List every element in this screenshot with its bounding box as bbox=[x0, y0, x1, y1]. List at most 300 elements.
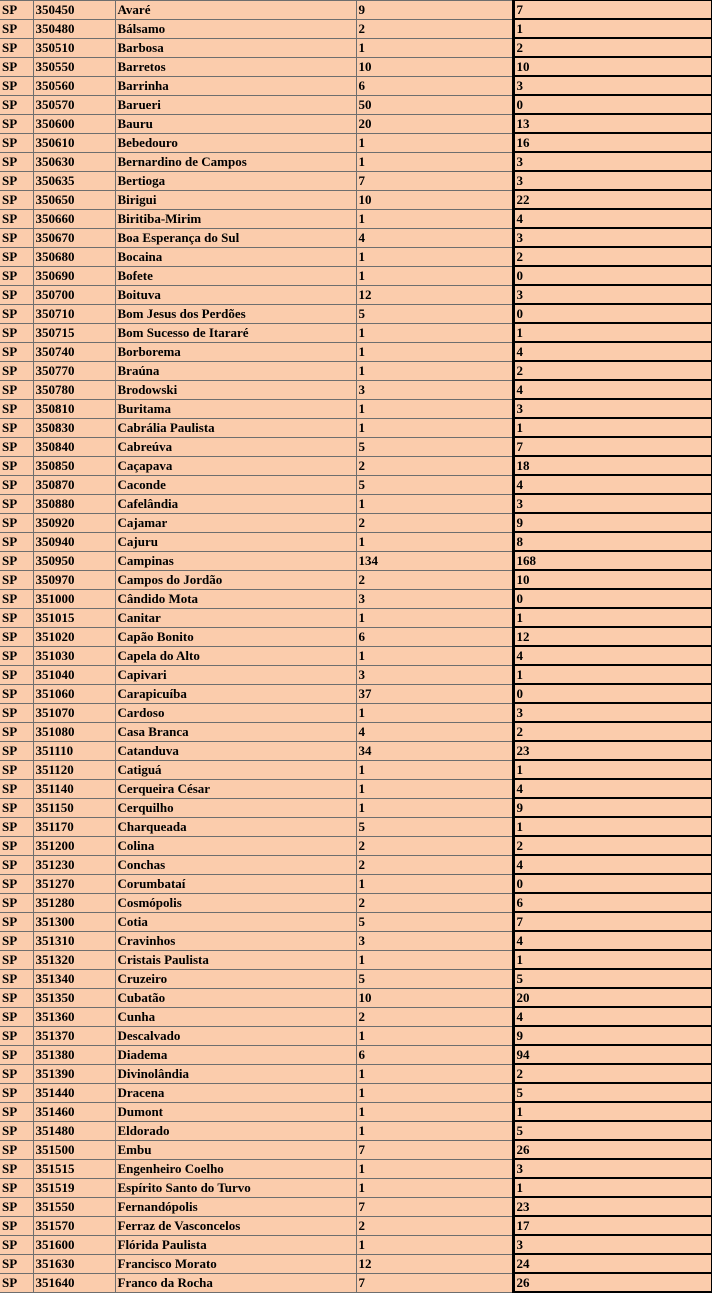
cell-v2: 4 bbox=[513, 855, 712, 874]
cell-v2: 2 bbox=[513, 361, 712, 380]
cell-municipality: Ferraz de Vasconcelos bbox=[115, 1216, 356, 1235]
cell-uf: SP bbox=[0, 722, 33, 741]
cell-municipality: Campinas bbox=[115, 551, 356, 570]
cell-code: 351170 bbox=[33, 817, 115, 836]
cell-v1: 5 bbox=[356, 817, 513, 836]
cell-uf: SP bbox=[0, 779, 33, 798]
cell-municipality: Cerquilho bbox=[115, 798, 356, 817]
cell-v1: 3 bbox=[356, 380, 513, 399]
cell-uf: SP bbox=[0, 513, 33, 532]
cell-municipality: Boa Esperança do Sul bbox=[115, 228, 356, 247]
cell-v1: 1 bbox=[356, 133, 513, 152]
cell-municipality: Buritama bbox=[115, 399, 356, 418]
cell-code: 350770 bbox=[33, 361, 115, 380]
cell-municipality: Avaré bbox=[115, 1, 356, 20]
table-row bbox=[0, 456, 712, 475]
cell-uf: SP bbox=[0, 95, 33, 114]
cell-code: 351460 bbox=[33, 1102, 115, 1121]
table-row bbox=[0, 1140, 712, 1159]
cell-code: 351060 bbox=[33, 684, 115, 703]
table-row bbox=[0, 969, 712, 988]
cell-v1: 1 bbox=[356, 532, 513, 551]
cell-code: 351150 bbox=[33, 798, 115, 817]
table-row bbox=[0, 627, 712, 646]
cell-v2: 3 bbox=[513, 1235, 712, 1254]
cell-uf: SP bbox=[0, 133, 33, 152]
cell-code: 350600 bbox=[33, 114, 115, 133]
cell-v1: 5 bbox=[356, 912, 513, 931]
cell-uf: SP bbox=[0, 38, 33, 57]
cell-municipality: Conchas bbox=[115, 855, 356, 874]
cell-v2: 3 bbox=[513, 285, 712, 304]
cell-code: 351630 bbox=[33, 1254, 115, 1273]
table-row bbox=[0, 912, 712, 931]
cell-uf: SP bbox=[0, 399, 33, 418]
cell-code: 350940 bbox=[33, 532, 115, 551]
table-row bbox=[0, 836, 712, 855]
cell-code: 350840 bbox=[33, 437, 115, 456]
cell-v2: 24 bbox=[513, 1254, 712, 1273]
cell-code: 351350 bbox=[33, 988, 115, 1007]
table-row bbox=[0, 1064, 712, 1083]
cell-code: 351320 bbox=[33, 950, 115, 969]
cell-uf: SP bbox=[0, 988, 33, 1007]
cell-municipality: Capela do Alto bbox=[115, 646, 356, 665]
cell-code: 351370 bbox=[33, 1026, 115, 1045]
cell-uf: SP bbox=[0, 589, 33, 608]
cell-uf: SP bbox=[0, 1178, 33, 1197]
cell-v1: 2 bbox=[356, 1216, 513, 1235]
cell-v1: 7 bbox=[356, 1140, 513, 1159]
cell-v2: 4 bbox=[513, 475, 712, 494]
cell-uf: SP bbox=[0, 760, 33, 779]
cell-municipality: Cerqueira César bbox=[115, 779, 356, 798]
cell-code: 351570 bbox=[33, 1216, 115, 1235]
cell-code: 351600 bbox=[33, 1235, 115, 1254]
cell-code: 351230 bbox=[33, 855, 115, 874]
cell-v1: 1 bbox=[356, 779, 513, 798]
cell-v1: 1 bbox=[356, 418, 513, 437]
cell-code: 351270 bbox=[33, 874, 115, 893]
cell-uf: SP bbox=[0, 285, 33, 304]
table-row bbox=[0, 171, 712, 190]
cell-code: 350710 bbox=[33, 304, 115, 323]
table-row bbox=[0, 418, 712, 437]
cell-uf: SP bbox=[0, 1197, 33, 1216]
cell-v1: 10 bbox=[356, 190, 513, 209]
cell-uf: SP bbox=[0, 494, 33, 513]
table-row bbox=[0, 1254, 712, 1273]
cell-v1: 10 bbox=[356, 57, 513, 76]
cell-uf: SP bbox=[0, 684, 33, 703]
cell-uf: SP bbox=[0, 1, 33, 20]
cell-municipality: Colina bbox=[115, 836, 356, 855]
cell-v1: 7 bbox=[356, 171, 513, 190]
table-row bbox=[0, 779, 712, 798]
cell-v1: 4 bbox=[356, 228, 513, 247]
cell-v2: 4 bbox=[513, 380, 712, 399]
cell-uf: SP bbox=[0, 247, 33, 266]
table-row bbox=[0, 1102, 712, 1121]
cell-v1: 5 bbox=[356, 969, 513, 988]
cell-v1: 1 bbox=[356, 798, 513, 817]
cell-v2: 4 bbox=[513, 1007, 712, 1026]
cell-code: 351519 bbox=[33, 1178, 115, 1197]
cell-code: 350810 bbox=[33, 399, 115, 418]
cell-code: 350950 bbox=[33, 551, 115, 570]
cell-uf: SP bbox=[0, 836, 33, 855]
cell-uf: SP bbox=[0, 1235, 33, 1254]
cell-uf: SP bbox=[0, 1102, 33, 1121]
cell-v1: 3 bbox=[356, 931, 513, 950]
cell-code: 350920 bbox=[33, 513, 115, 532]
cell-code: 350715 bbox=[33, 323, 115, 342]
table-row bbox=[0, 19, 712, 38]
cell-uf: SP bbox=[0, 190, 33, 209]
cell-code: 350560 bbox=[33, 76, 115, 95]
cell-v2: 3 bbox=[513, 228, 712, 247]
cell-v2: 7 bbox=[513, 1, 712, 20]
cell-v2: 1 bbox=[513, 1102, 712, 1121]
table-row bbox=[0, 95, 712, 114]
cell-municipality: Campos do Jordão bbox=[115, 570, 356, 589]
cell-v2: 22 bbox=[513, 190, 712, 209]
cell-uf: SP bbox=[0, 798, 33, 817]
cell-municipality: Bauru bbox=[115, 114, 356, 133]
table-row bbox=[0, 1197, 712, 1216]
cell-municipality: Borborema bbox=[115, 342, 356, 361]
cell-v1: 1 bbox=[356, 703, 513, 722]
cell-code: 350780 bbox=[33, 380, 115, 399]
cell-v1: 1 bbox=[356, 494, 513, 513]
cell-municipality: Descalvado bbox=[115, 1026, 356, 1045]
cell-uf: SP bbox=[0, 209, 33, 228]
cell-v2: 1 bbox=[513, 1178, 712, 1197]
cell-uf: SP bbox=[0, 152, 33, 171]
cell-municipality: Brodowski bbox=[115, 380, 356, 399]
table-row bbox=[0, 855, 712, 874]
cell-uf: SP bbox=[0, 950, 33, 969]
cell-v1: 2 bbox=[356, 855, 513, 874]
cell-v1: 1 bbox=[356, 1026, 513, 1045]
cell-municipality: Francisco Morato bbox=[115, 1254, 356, 1273]
cell-v1: 2 bbox=[356, 570, 513, 589]
cell-v2: 8 bbox=[513, 532, 712, 551]
cell-municipality: Engenheiro Coelho bbox=[115, 1159, 356, 1178]
cell-code: 350670 bbox=[33, 228, 115, 247]
cell-code: 350740 bbox=[33, 342, 115, 361]
cell-v2: 6 bbox=[513, 893, 712, 912]
cell-v2: 2 bbox=[513, 836, 712, 855]
cell-code: 350700 bbox=[33, 285, 115, 304]
cell-v2: 0 bbox=[513, 684, 712, 703]
cell-v2: 1 bbox=[513, 608, 712, 627]
table-row bbox=[0, 589, 712, 608]
table-row bbox=[0, 1045, 712, 1064]
cell-uf: SP bbox=[0, 969, 33, 988]
table-row bbox=[0, 817, 712, 836]
cell-code: 351340 bbox=[33, 969, 115, 988]
cell-v2: 10 bbox=[513, 570, 712, 589]
cell-code: 350635 bbox=[33, 171, 115, 190]
cell-uf: SP bbox=[0, 551, 33, 570]
cell-v2: 168 bbox=[513, 551, 712, 570]
cell-municipality: Capivari bbox=[115, 665, 356, 684]
cell-v1: 1 bbox=[356, 209, 513, 228]
table-row bbox=[0, 741, 712, 760]
cell-v1: 9 bbox=[356, 1, 513, 20]
table-row bbox=[0, 551, 712, 570]
cell-v2: 16 bbox=[513, 133, 712, 152]
cell-code: 351480 bbox=[33, 1121, 115, 1140]
cell-municipality: Bebedouro bbox=[115, 133, 356, 152]
cell-v2: 20 bbox=[513, 988, 712, 1007]
table-row bbox=[0, 209, 712, 228]
cell-code: 351515 bbox=[33, 1159, 115, 1178]
cell-municipality: Carapicuíba bbox=[115, 684, 356, 703]
cell-municipality: Barueri bbox=[115, 95, 356, 114]
cell-uf: SP bbox=[0, 323, 33, 342]
cell-municipality: Eldorado bbox=[115, 1121, 356, 1140]
cell-v1: 2 bbox=[356, 456, 513, 475]
cell-uf: SP bbox=[0, 874, 33, 893]
cell-municipality: Bertioga bbox=[115, 171, 356, 190]
cell-v1: 1 bbox=[356, 1235, 513, 1254]
table-row bbox=[0, 950, 712, 969]
cell-v1: 1 bbox=[356, 950, 513, 969]
table-row bbox=[0, 893, 712, 912]
cell-uf: SP bbox=[0, 342, 33, 361]
cell-v2: 1 bbox=[513, 19, 712, 38]
cell-v2: 3 bbox=[513, 76, 712, 95]
cell-code: 350850 bbox=[33, 456, 115, 475]
table-row bbox=[0, 1, 712, 20]
cell-v1: 3 bbox=[356, 665, 513, 684]
cell-uf: SP bbox=[0, 1045, 33, 1064]
cell-municipality: Barrinha bbox=[115, 76, 356, 95]
cell-v1: 2 bbox=[356, 893, 513, 912]
table-row bbox=[0, 513, 712, 532]
cell-v2: 2 bbox=[513, 722, 712, 741]
cell-v2: 3 bbox=[513, 171, 712, 190]
cell-municipality: Bocaina bbox=[115, 247, 356, 266]
cell-municipality: Bernardino de Campos bbox=[115, 152, 356, 171]
cell-code: 351110 bbox=[33, 741, 115, 760]
cell-v2: 4 bbox=[513, 779, 712, 798]
cell-code: 351440 bbox=[33, 1083, 115, 1102]
cell-municipality: Cardoso bbox=[115, 703, 356, 722]
table-row bbox=[0, 1007, 712, 1026]
table-row bbox=[0, 988, 712, 1007]
cell-code: 351070 bbox=[33, 703, 115, 722]
cell-code: 350480 bbox=[33, 19, 115, 38]
table-row bbox=[0, 1083, 712, 1102]
cell-v2: 3 bbox=[513, 703, 712, 722]
cell-v2: 3 bbox=[513, 399, 712, 418]
cell-v2: 7 bbox=[513, 437, 712, 456]
cell-municipality: Capão Bonito bbox=[115, 627, 356, 646]
cell-uf: SP bbox=[0, 1140, 33, 1159]
cell-uf: SP bbox=[0, 741, 33, 760]
cell-code: 350510 bbox=[33, 38, 115, 57]
cell-uf: SP bbox=[0, 57, 33, 76]
cell-v2: 5 bbox=[513, 969, 712, 988]
cell-uf: SP bbox=[0, 931, 33, 950]
cell-v2: 17 bbox=[513, 1216, 712, 1235]
cell-municipality: Birigui bbox=[115, 190, 356, 209]
cell-uf: SP bbox=[0, 1026, 33, 1045]
table-row bbox=[0, 152, 712, 171]
cell-uf: SP bbox=[0, 1216, 33, 1235]
cell-uf: SP bbox=[0, 608, 33, 627]
cell-municipality: Cosmópolis bbox=[115, 893, 356, 912]
table-row bbox=[0, 266, 712, 285]
cell-v1: 3 bbox=[356, 589, 513, 608]
cell-v2: 9 bbox=[513, 798, 712, 817]
cell-uf: SP bbox=[0, 228, 33, 247]
cell-municipality: Cafelândia bbox=[115, 494, 356, 513]
cell-v2: 3 bbox=[513, 1159, 712, 1178]
cell-v2: 9 bbox=[513, 1026, 712, 1045]
cell-v1: 5 bbox=[356, 437, 513, 456]
cell-uf: SP bbox=[0, 1254, 33, 1273]
cell-code: 351500 bbox=[33, 1140, 115, 1159]
cell-municipality: Corumbataí bbox=[115, 874, 356, 893]
table-row bbox=[0, 38, 712, 57]
cell-v2: 4 bbox=[513, 209, 712, 228]
cell-municipality: Braúna bbox=[115, 361, 356, 380]
cell-v2: 9 bbox=[513, 513, 712, 532]
cell-code: 351360 bbox=[33, 1007, 115, 1026]
cell-uf: SP bbox=[0, 627, 33, 646]
table-row bbox=[0, 133, 712, 152]
cell-code: 351310 bbox=[33, 931, 115, 950]
cell-municipality: Embu bbox=[115, 1140, 356, 1159]
cell-municipality: Cunha bbox=[115, 1007, 356, 1026]
cell-v1: 20 bbox=[356, 114, 513, 133]
cell-v1: 1 bbox=[356, 152, 513, 171]
cell-v1: 6 bbox=[356, 76, 513, 95]
cell-municipality: Cravinhos bbox=[115, 931, 356, 950]
cell-municipality: Canitar bbox=[115, 608, 356, 627]
cell-v1: 1 bbox=[356, 1083, 513, 1102]
cell-v1: 1 bbox=[356, 646, 513, 665]
cell-uf: SP bbox=[0, 475, 33, 494]
cell-code: 350660 bbox=[33, 209, 115, 228]
cell-v2: 7 bbox=[513, 912, 712, 931]
table-row bbox=[0, 437, 712, 456]
cell-v1: 1 bbox=[356, 342, 513, 361]
cell-code: 351200 bbox=[33, 836, 115, 855]
cell-municipality: Cubatão bbox=[115, 988, 356, 1007]
cell-uf: SP bbox=[0, 855, 33, 874]
cell-municipality: Cândido Mota bbox=[115, 589, 356, 608]
table-row bbox=[0, 1235, 712, 1254]
cell-municipality: Espírito Santo do Turvo bbox=[115, 1178, 356, 1197]
cell-v1: 7 bbox=[356, 1273, 513, 1292]
cell-uf: SP bbox=[0, 380, 33, 399]
cell-uf: SP bbox=[0, 76, 33, 95]
cell-v2: 4 bbox=[513, 646, 712, 665]
cell-uf: SP bbox=[0, 304, 33, 323]
cell-v1: 6 bbox=[356, 627, 513, 646]
cell-v1: 1 bbox=[356, 608, 513, 627]
cell-v1: 1 bbox=[356, 760, 513, 779]
cell-v2: 13 bbox=[513, 114, 712, 133]
cell-v1: 7 bbox=[356, 1197, 513, 1216]
cell-v1: 1 bbox=[356, 1159, 513, 1178]
cell-code: 350630 bbox=[33, 152, 115, 171]
cell-v2: 26 bbox=[513, 1140, 712, 1159]
table-row bbox=[0, 703, 712, 722]
table-row bbox=[0, 760, 712, 779]
cell-v2: 0 bbox=[513, 95, 712, 114]
cell-municipality: Dumont bbox=[115, 1102, 356, 1121]
cell-uf: SP bbox=[0, 437, 33, 456]
cell-code: 351000 bbox=[33, 589, 115, 608]
cell-v1: 2 bbox=[356, 836, 513, 855]
cell-municipality: Bom Jesus dos Perdões bbox=[115, 304, 356, 323]
table-row bbox=[0, 475, 712, 494]
cell-code: 351300 bbox=[33, 912, 115, 931]
cell-v2: 2 bbox=[513, 247, 712, 266]
cell-v2: 18 bbox=[513, 456, 712, 475]
cell-uf: SP bbox=[0, 912, 33, 931]
cell-v2: 94 bbox=[513, 1045, 712, 1064]
cell-municipality: Bom Sucesso de Itararé bbox=[115, 323, 356, 342]
cell-v2: 4 bbox=[513, 931, 712, 950]
cell-municipality: Barretos bbox=[115, 57, 356, 76]
cell-code: 351390 bbox=[33, 1064, 115, 1083]
cell-v1: 4 bbox=[356, 722, 513, 741]
cell-municipality: Boituva bbox=[115, 285, 356, 304]
cell-municipality: Casa Branca bbox=[115, 722, 356, 741]
table-row bbox=[0, 1159, 712, 1178]
cell-v2: 0 bbox=[513, 874, 712, 893]
cell-v2: 1 bbox=[513, 418, 712, 437]
cell-municipality: Cotia bbox=[115, 912, 356, 931]
cell-municipality: Fernandópolis bbox=[115, 1197, 356, 1216]
cell-municipality: Bofete bbox=[115, 266, 356, 285]
cell-code: 350680 bbox=[33, 247, 115, 266]
cell-municipality: Charqueada bbox=[115, 817, 356, 836]
cell-uf: SP bbox=[0, 266, 33, 285]
cell-v1: 1 bbox=[356, 1121, 513, 1140]
cell-uf: SP bbox=[0, 19, 33, 38]
cell-uf: SP bbox=[0, 1083, 33, 1102]
table-row bbox=[0, 798, 712, 817]
cell-v1: 1 bbox=[356, 247, 513, 266]
cell-v1: 5 bbox=[356, 475, 513, 494]
cell-uf: SP bbox=[0, 1159, 33, 1178]
cell-v1: 2 bbox=[356, 513, 513, 532]
table-row bbox=[0, 1273, 712, 1292]
cell-v2: 0 bbox=[513, 589, 712, 608]
cell-code: 350450 bbox=[33, 1, 115, 20]
cell-v1: 37 bbox=[356, 684, 513, 703]
cell-v2: 12 bbox=[513, 627, 712, 646]
table-row bbox=[0, 190, 712, 209]
cell-v1: 12 bbox=[356, 285, 513, 304]
cell-code: 351020 bbox=[33, 627, 115, 646]
cell-municipality: Diadema bbox=[115, 1045, 356, 1064]
cell-v1: 2 bbox=[356, 1007, 513, 1026]
table-row bbox=[0, 532, 712, 551]
cell-v1: 1 bbox=[356, 1102, 513, 1121]
table-row bbox=[0, 76, 712, 95]
cell-code: 351280 bbox=[33, 893, 115, 912]
table-row bbox=[0, 342, 712, 361]
